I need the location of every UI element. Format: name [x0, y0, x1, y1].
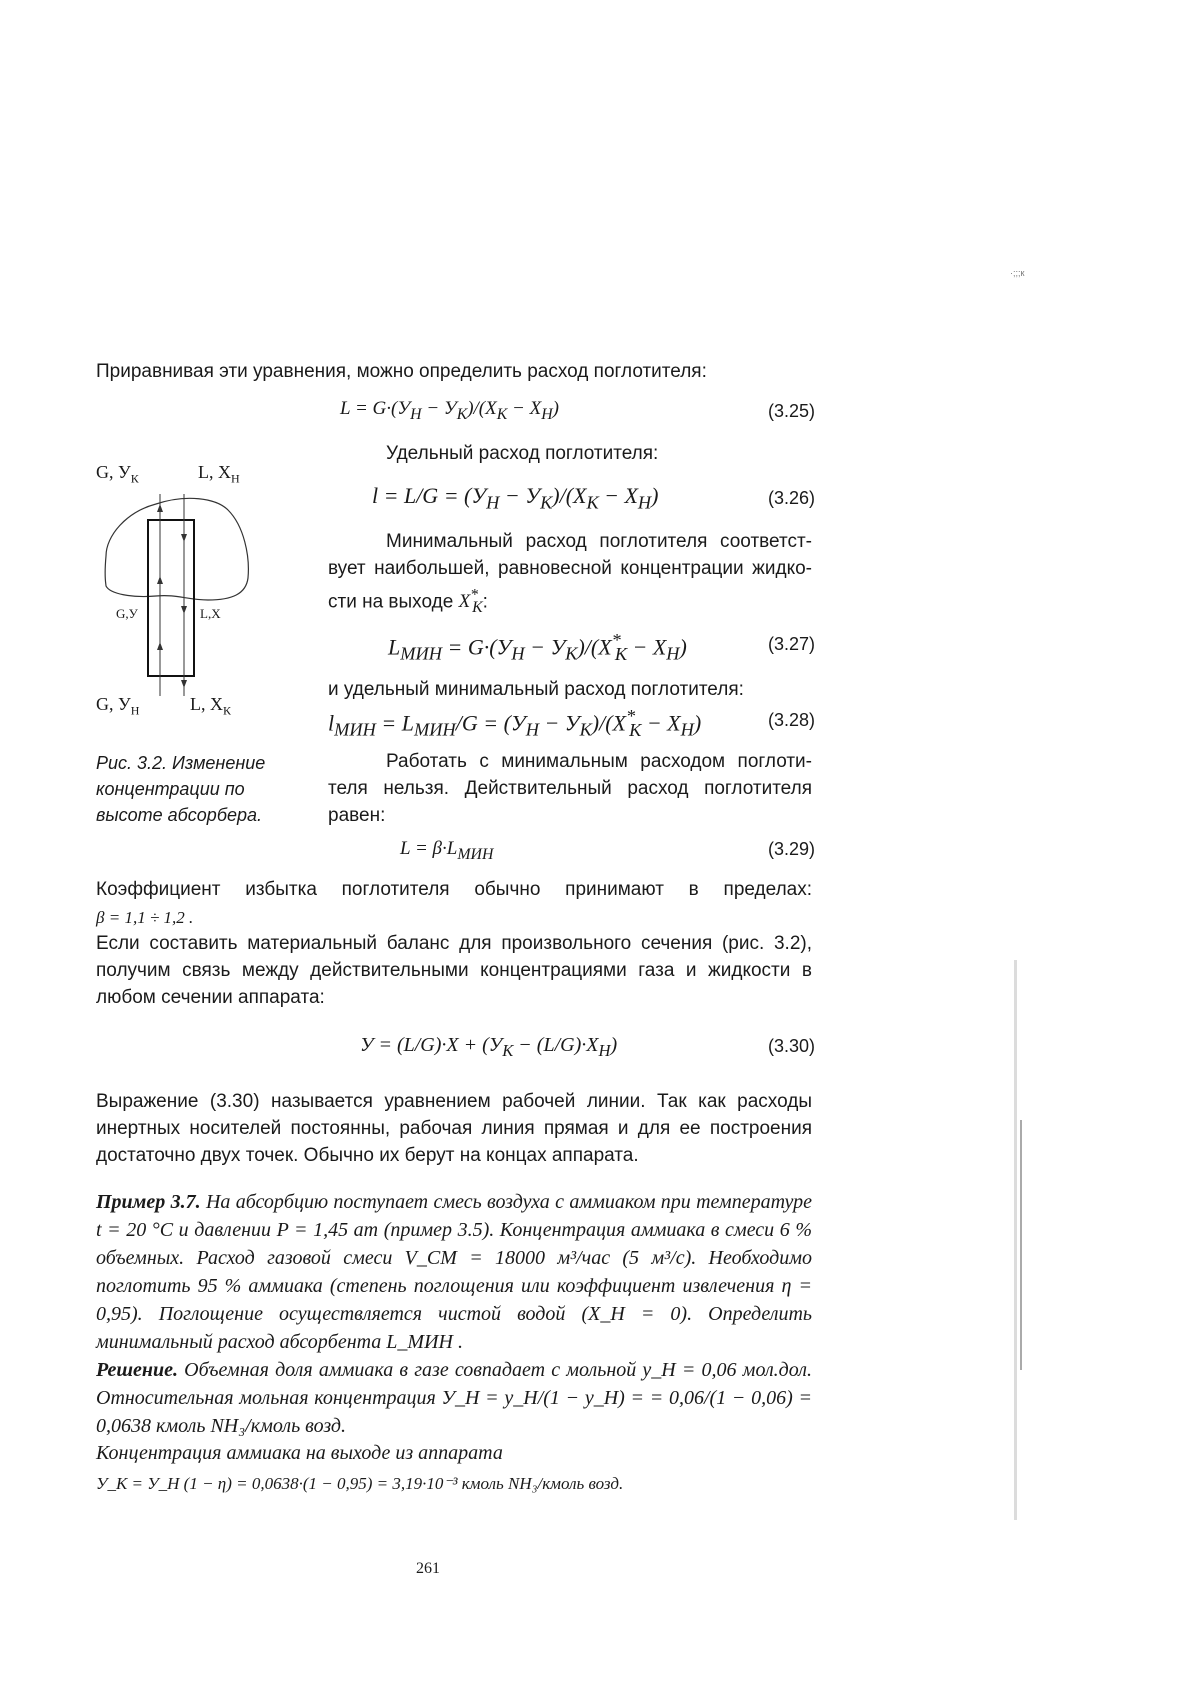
absorber-diagram	[96, 486, 266, 696]
work-line-2: теля нельзя. Действительный расход поглотителя	[328, 778, 812, 799]
specific-min-label: и удельный минимальный расход поглотителя:	[328, 679, 744, 700]
example-text: На абсорбцию поступает смесь воздуха с аммиаком при температуре t = 20 °C и давлении P = 1,45 ат (пример 3.5). Концентрация аммиака в смеси 6 % объемных. Расход газовой смеси V_СМ = 18000 м³/час (5 м³/с). Необходимо поглотить 95 % аммиака (степень поглощения или коэффициент извлечения η = 0,95). Поглощение осуществляется чистой водой (Х_Н = 0). Определить минимальный расход абсорбента L_МИН .	[96, 1191, 813, 1353]
scan-edge-artifact	[1014, 960, 1017, 1520]
work-line-3: равен:	[328, 805, 386, 826]
scan-corner-mark: ·;;;к	[1010, 268, 1025, 278]
figure-label-top-right: L, $X_Н$	[198, 462, 240, 486]
balance-paragraph	[96, 930, 812, 1011]
solution-title: Решение.	[96, 1359, 179, 1381]
min-consumption-line-1: Минимальный расход поглотителя соответст-	[386, 531, 812, 552]
specific-consumption-label: Удельный расход поглотителя:	[386, 443, 659, 464]
equation-3-26: $l = L/G = (У_Н - У_К)/(X_К - X_Н)$	[372, 483, 659, 513]
intro-line: Приравнивая эти уравнения, можно определить расход поглотителя:	[96, 361, 707, 382]
figure-label-mid-right: L,X	[200, 606, 221, 621]
example-block	[96, 1188, 812, 1356]
working-line-paragraph: Выражение (3.30) называется уравнением рабочей линии. Так как расходы инертных носителей постоянны, рабочая линия прямая и для ее построения достаточно двух точек. Обычно их берут на концах аппарата.	[96, 1091, 812, 1166]
equation-3-29: $L = \beta\cdot L_{МИН}$	[400, 838, 494, 863]
figure-caption: Рис. 3.2. Изменение концентрации по высоте абсорбера.	[96, 753, 266, 825]
min-consumption-line-3: сти на выходе $X^*_К$:	[328, 587, 488, 617]
solution-text: Объемная доля аммиака в газе совпадает с мольной у_Н = 0,06 мол.дол. Относительная мольная концентрация У_Н = у_Н/(1 − у_Н) = = 0,06/(1 − 0,06) = 0,0638 кмоль NH₃/кмоль возд.	[96, 1359, 812, 1437]
figure-label-bottom-right: L, $X_К$	[190, 694, 232, 718]
equation-number-3-28: (3.28)	[768, 710, 816, 730]
scan-edge-artifact-dark	[1020, 1120, 1022, 1370]
equation-3-27: $L_{МИН} = G\cdot(У_Н - У_К)/(X^*_К - X_Н)$	[388, 630, 687, 664]
equation-3-30: $У = (L/G)\cdot X + (У_К - (L/G)\cdot X_Н)$	[360, 1034, 618, 1060]
page-number: 261	[416, 1560, 440, 1577]
example-title: Пример 3.7.	[96, 1191, 201, 1213]
figure-label-mid-left: G,У	[116, 606, 138, 621]
min-consumption-line-2: вует наибольшей, равновесной концентрации жидко-	[328, 558, 812, 579]
equation-number-3-25: (3.25)	[768, 401, 816, 421]
equation-number-3-30: (3.30)	[768, 1036, 816, 1056]
balance-text: Если составить материальный баланс для произвольного сечения (рис. 3.2), получим связь между действительными концентрациями газа и жидкости в любом сечении аппарата:	[96, 933, 812, 1008]
equation-number-3-26: (3.26)	[768, 488, 816, 508]
equation-3-25: $L = G\cdot(У_Н - У_К)/(X_К - X_Н)$	[340, 398, 559, 423]
equation-number-3-27: (3.27)	[768, 634, 816, 654]
equation-number-3-29: (3.29)	[768, 839, 816, 859]
figure-label-top-left: G, $У_К$	[96, 462, 139, 486]
concentration-label: Концентрация аммиака на выходе из аппарата	[96, 1442, 503, 1464]
equation-3-28: $l_{МИН} = L_{МИН}/G = (У_Н - У_К)/(X^*_К - X_Н)$	[328, 706, 702, 740]
work-line-1: Работать с минимальным расходом поглоти-	[386, 751, 812, 772]
concentration-equation: У_К = У_Н (1 − η) = 0,0638·(1 − 0,95) = 3,19·10⁻³ кмоль NH₃/кмоль возд.	[96, 1474, 624, 1493]
coefficient-line-2: β = 1,1 ÷ 1,2 .	[96, 908, 194, 927]
figure-label-bottom-left: G, $У_Н$	[96, 694, 140, 718]
solution-block	[96, 1356, 812, 1440]
coefficient-line-1: Коэффициент избытка поглотителя обычно принимают в пределах:	[96, 879, 812, 900]
